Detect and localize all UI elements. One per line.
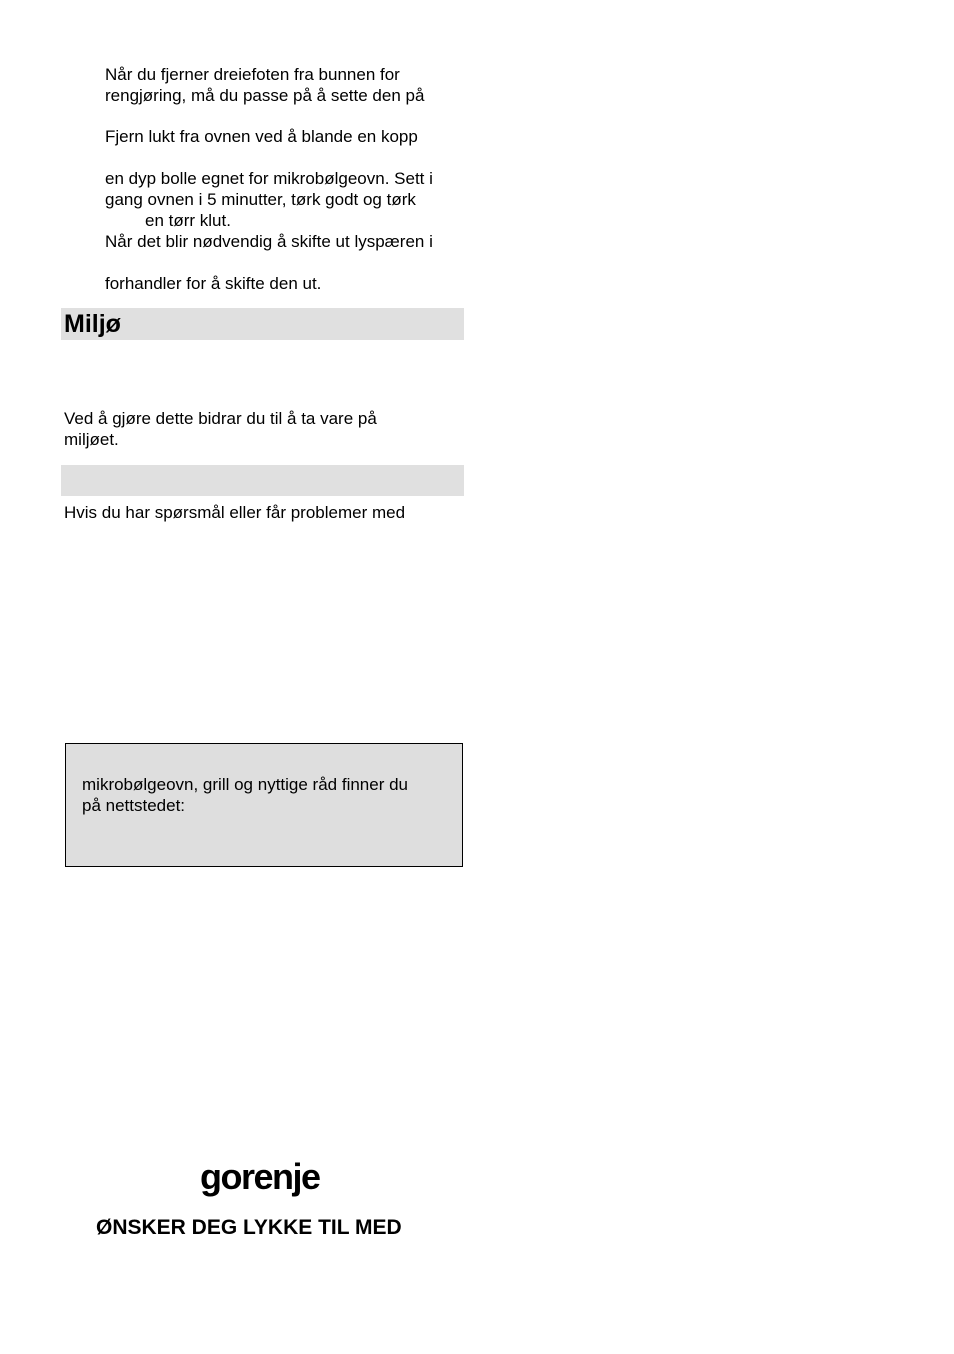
environment-line: Ved å gjøre dette bidrar du til å ta vare på xyxy=(64,409,377,428)
gorenje-logo: gorenje xyxy=(200,1156,320,1197)
cleaning-line: rengjøring, må du passe på å sette den på xyxy=(105,86,425,105)
environment-heading: Miljø xyxy=(64,310,121,338)
cleaning-line: Fjern lukt fra ovnen ved å blande en kopp xyxy=(105,127,418,146)
environment-heading-band xyxy=(61,308,464,340)
cleaning-line: Når det blir nødvendig å skifte ut lyspæren i xyxy=(105,232,433,251)
cleaning-line: gang ovnen i 5 minutter, tørk godt og tørk xyxy=(105,190,416,209)
cleaning-line: forhandler for å skifte den ut. xyxy=(105,274,322,293)
info-box-line: på nettstedet: xyxy=(82,796,186,815)
footer-tagline: ØNSKER DEG LYKKE TIL MED xyxy=(96,1216,402,1239)
cleaning-line: en tørr klut. xyxy=(145,211,231,230)
info-box xyxy=(65,743,463,867)
service-line: Hvis du har spørsmål eller får problemer med xyxy=(64,503,406,522)
service-heading-band xyxy=(61,465,464,496)
cleaning-line: en dyp bolle egnet for mikrobølgeovn. Sett i xyxy=(105,169,433,188)
cleaning-line: Når du fjerner dreiefoten fra bunnen for xyxy=(105,65,400,84)
info-box-line: mikrobølgeovn, grill og nyttige råd finner du xyxy=(82,775,408,794)
environment-line: miljøet. xyxy=(64,430,119,449)
